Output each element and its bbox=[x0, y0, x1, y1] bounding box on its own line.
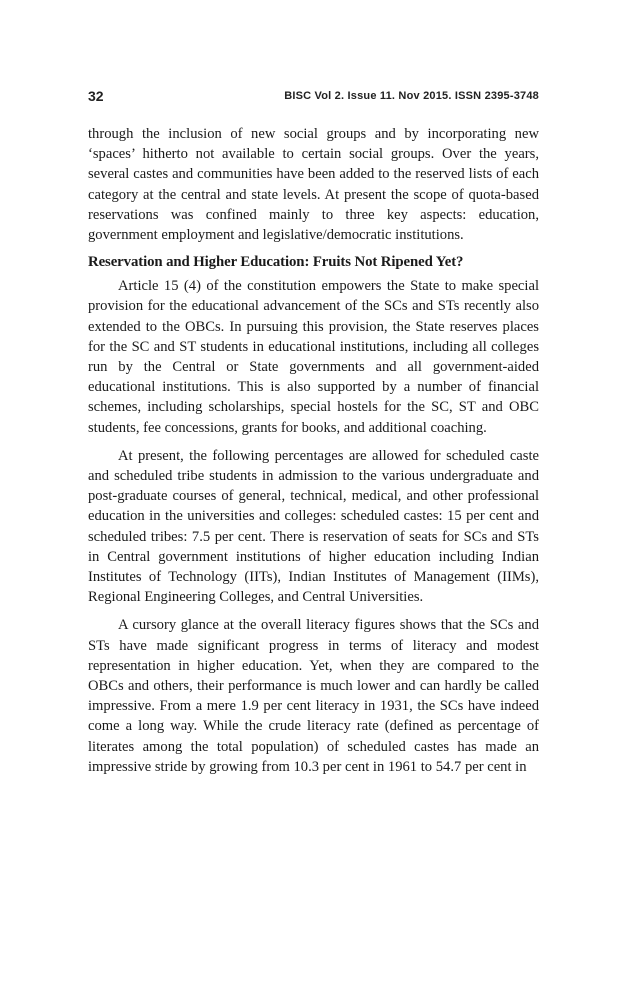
journal-citation: BISC Vol 2. Issue 11. Nov 2015. ISSN 2395-3748 bbox=[284, 90, 539, 102]
paragraph-continuation: through the inclusion of new social groups and by incorporating new ‘spaces’ hitherto not available to certain social groups. Over the years, several castes and communities have been added to the reserved lists of each category at the central and state levels. At present the scope of quota-based reservations was confined mainly to three key aspects: education, government employment and legislative/democratic institutions. bbox=[88, 126, 539, 244]
paragraph-percentages: At present, the following percentages are allowed for scheduled caste and scheduled tribe students in admission to the various undergraduate and post-graduate courses of general, technical, medical, and other professional education in the universities and colleges: scheduled castes: 15 per cent and scheduled tribes: 7.5 per cent. There is reservation of seats for SCs and STs in Central government institutions of higher education including Indian Institutes of Technology (IITs), Indian Institutes of Management (IIMs), Regional Engineering Colleges, and Central Universities. bbox=[88, 447, 539, 606]
running-header bbox=[88, 84, 539, 106]
paragraph-article-15: Article 15 (4) of the constitution empowers the State to make special provision for the educational advancement of the SCs and STs recently also extended to the OBCs. In pursuing this provision, the State reserves places for the SC and ST students in educational institutions, including all colleges run by the Central or State governments and all government-aided educational institutions. This is also supported by a number of financial schemes, including scholarships, special hostels for the SC, ST and OBC students, fee concessions, grants for books, and additional coaching. bbox=[88, 278, 539, 436]
page-number: 32 bbox=[88, 88, 104, 104]
article-body bbox=[88, 124, 539, 777]
section-heading: Reservation and Higher Education: Fruits Not Ripened Yet? bbox=[88, 254, 464, 271]
paragraph-literacy: A cursory glance at the overall literacy figures shows that the SCs and STs have made significant progress in terms of literacy and modest representation in higher education. Yet, when they are compared to the OBCs and others, their performance is much lower and can hardly be called impressive. From a mere 1.9 per cent literacy in 1931, the SCs have indeed come a long way. While the crude literacy rate (defined as percentage of literates among the total population) of scheduled castes has made an impressive stride by growing from 10.3 per cent in 1961 to 54.7 per cent in bbox=[88, 617, 539, 775]
